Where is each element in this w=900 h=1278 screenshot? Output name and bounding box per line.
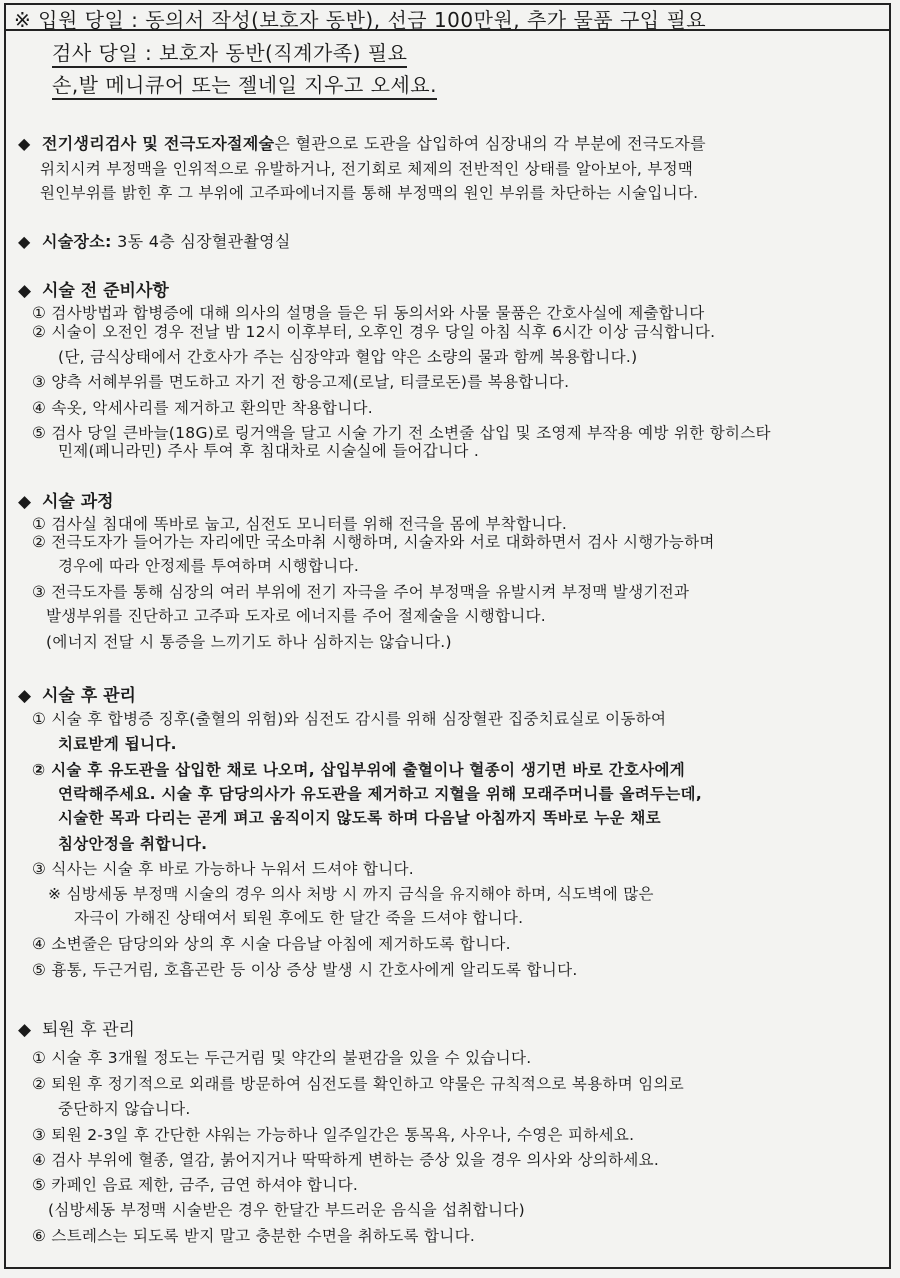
discharge-item: ⑤ 카페인 음료 제한, 금주, 금연 하셔야 합니다.: [32, 1176, 359, 1194]
process-heading: [18, 487, 114, 512]
location-label: 시술장소:: [42, 232, 112, 251]
discharge-heading: [18, 1015, 135, 1040]
process-item: ③ 전극도자를 통해 심장의 여러 부위에 전기 자극을 주어 부정맥을 유발시켜 부정맥 발생기전과: [32, 583, 690, 601]
notice-line-1: [14, 4, 706, 33]
discharge-item: ④ 검사 부위에 혈종, 열감, 붉어지거나 딱딱하게 변하는 증상 있을 경우 의사와 상의하세요.: [32, 1151, 660, 1169]
diamond-icon: ◆: [18, 492, 32, 512]
discharge-title: 퇴원 후 관리: [42, 1020, 135, 1040]
location: [18, 229, 291, 252]
prep-item: ① 검사방법과 합병증에 대해 의사의 설명을 들은 뒤 동의서와 사물 물품은 간호사실에 제출합니다: [32, 304, 705, 322]
post-item: ④ 소변줄은 담당의와 상의 후 시술 다음날 아침에 제거하도록 합니다.: [32, 935, 511, 953]
discharge-item-note: (심방세동 부정맥 시술받은 경우 한달간 부드러운 음식을 섭취합니다): [48, 1201, 525, 1219]
diamond-icon: ◆: [18, 134, 31, 153]
intro-line-2: 위치시켜 부정맥을 인위적으로 유발하거나, 전기회로 체제의 전반적인 상태를 알아보아, 부정맥: [40, 160, 694, 178]
process-item-note: (에너지 전달 시 통증을 느끼기도 하나 심하지는 않습니다.): [46, 633, 452, 651]
discharge-item: ① 시술 후 3개월 정도는 두근거림 및 약간의 불편감을 있을 수 있습니다.: [32, 1049, 532, 1067]
notice-admission-day: 입원 당일 : 동의서 작성(보호자 동반), 선금 100만원, 추가 물품 구입 필요: [38, 8, 707, 32]
post-item-cont: 치료받게 됩니다.: [58, 735, 177, 753]
intro-line-3: 원인부위를 밝힌 후 그 부위에 고주파에너지를 통해 부정맥의 원인 부위를 차단하는 시술입니다.: [40, 184, 699, 202]
post-item-cont: 침상안정을 취합니다.: [58, 835, 208, 853]
prep-item: ⑤ 검사 당일 큰바늘(18G)로 링거액을 달고 시술 가기 전 소변줄 삽입 및 조영제 부작용 예방 위한 항히스타: [32, 424, 771, 442]
post-item: ② 시술 후 유도관을 삽입한 채로 나오며, 삽입부위에 출혈이나 혈종이 생기면 바로 간호사에게: [32, 761, 686, 779]
notice-line-2: [52, 37, 407, 66]
notice-exam-day: 검사 당일 : 보호자 동반(직계가족) 필요: [52, 41, 407, 68]
post-item: ⑤ 흉통, 두근거림, 호흡곤란 등 이상 증상 발생 시 간호사에게 알리도록 합니다.: [32, 961, 578, 979]
prep-item: ④ 속옷, 악세사리를 제거하고 환의만 착용합니다.: [32, 399, 373, 417]
process-item: ② 전극도자가 들어가는 자리에만 국소마취 시행하며, 시술자와 서로 대화하면서 검사 시행가능하며: [32, 533, 715, 551]
process-item: ① 검사실 침대에 똑바로 눕고, 심전도 모니터를 위해 전극을 몸에 부착합니다.: [32, 515, 568, 533]
discharge-item: ② 퇴원 후 정기적으로 외래를 방문하여 심전도를 확인하고 약물은 규칙적으로 복용하며 임의로: [32, 1075, 685, 1093]
diamond-icon: ◆: [18, 281, 32, 301]
intro-term: 전기생리검사 및 전극도자절제술: [42, 134, 275, 153]
notice-line-3: [52, 69, 437, 98]
prep-item-cont: 민제(페니라민) 주사 투여 후 침대차로 시술실에 들어갑니다 .: [58, 442, 480, 460]
intro-line-1-rest: 은 혈관으로 도관을 삽입하여 심장내의 각 부분에 전극도자를: [274, 134, 706, 153]
post-item-cont: 연락해주세요. 시술 후 담당의사가 유도관을 제거하고 지혈을 위해 모래주머니를 올려두는데,: [58, 785, 703, 803]
post-item: ① 시술 후 합병증 징후(출혈의 위험)와 심전도 감시를 위해 심장혈관 집중치료실로 이동하여: [32, 710, 667, 728]
diamond-icon: ◆: [18, 232, 31, 251]
notice-mark: ※: [14, 8, 32, 32]
post-item: ③ 식사는 시술 후 바로 가능하나 누워서 드셔야 합니다.: [32, 860, 414, 878]
discharge-item: ⑥ 스트레스는 되도록 받지 말고 충분한 수면을 취하도록 합니다.: [32, 1227, 476, 1245]
discharge-item: ③ 퇴원 2-3일 후 간단한 샤워는 가능하나 일주일간은 통목욕, 사우나, 수영은 피하세요.: [32, 1126, 635, 1144]
prep-item-note: (단, 금식상태에서 간호사가 주는 심장약과 혈압 약은 소량의 물과 함께 복용합니다.): [58, 348, 638, 366]
location-value: 3동 4층 심장혈관촬영실: [117, 232, 291, 251]
post-item-note-cont: 자극이 가해진 상태여서 퇴원 후에도 한 달간 죽을 드셔야 합니다.: [74, 909, 524, 927]
prep-heading: [18, 276, 169, 301]
intro-line-1: [18, 131, 706, 154]
process-title: 시술 과정: [42, 492, 114, 512]
diamond-icon: ◆: [18, 686, 32, 706]
post-heading: [18, 681, 136, 706]
prep-item: ② 시술이 오전인 경우 전날 밤 12시 이후부터, 오후인 경우 당일 아침 식후 6시간 이상 금식합니다.: [32, 323, 716, 341]
post-title: 시술 후 관리: [42, 686, 136, 706]
post-item-note: ※ 심방세동 부정맥 시술의 경우 의사 처방 시 까지 금식을 유지해야 하며, 식도벽에 많은: [48, 885, 654, 903]
notice-nail: 손,발 메니큐어 또는 젤네일 지우고 오세요.: [52, 73, 437, 100]
diamond-icon: ◆: [18, 1020, 32, 1040]
post-item-cont: 시술한 목과 다리는 곧게 펴고 움직이지 않도록 하며 다음날 아침까지 똑바로 누운 채로: [58, 809, 661, 827]
discharge-item-cont: 중단하지 않습니다.: [58, 1100, 191, 1118]
process-item-cont: 발생부위를 진단하고 고주파 도자로 에너지를 주어 절제술을 시행합니다.: [46, 607, 547, 625]
prep-item: ③ 양측 서혜부위를 면도하고 자기 전 항응고제(로날, 티클로돈)를 복용합니다.: [32, 373, 570, 391]
prep-title: 시술 전 준비사항: [42, 281, 169, 301]
process-item-cont: 경우에 따라 안정제를 투여하며 시행합니다.: [58, 557, 360, 575]
